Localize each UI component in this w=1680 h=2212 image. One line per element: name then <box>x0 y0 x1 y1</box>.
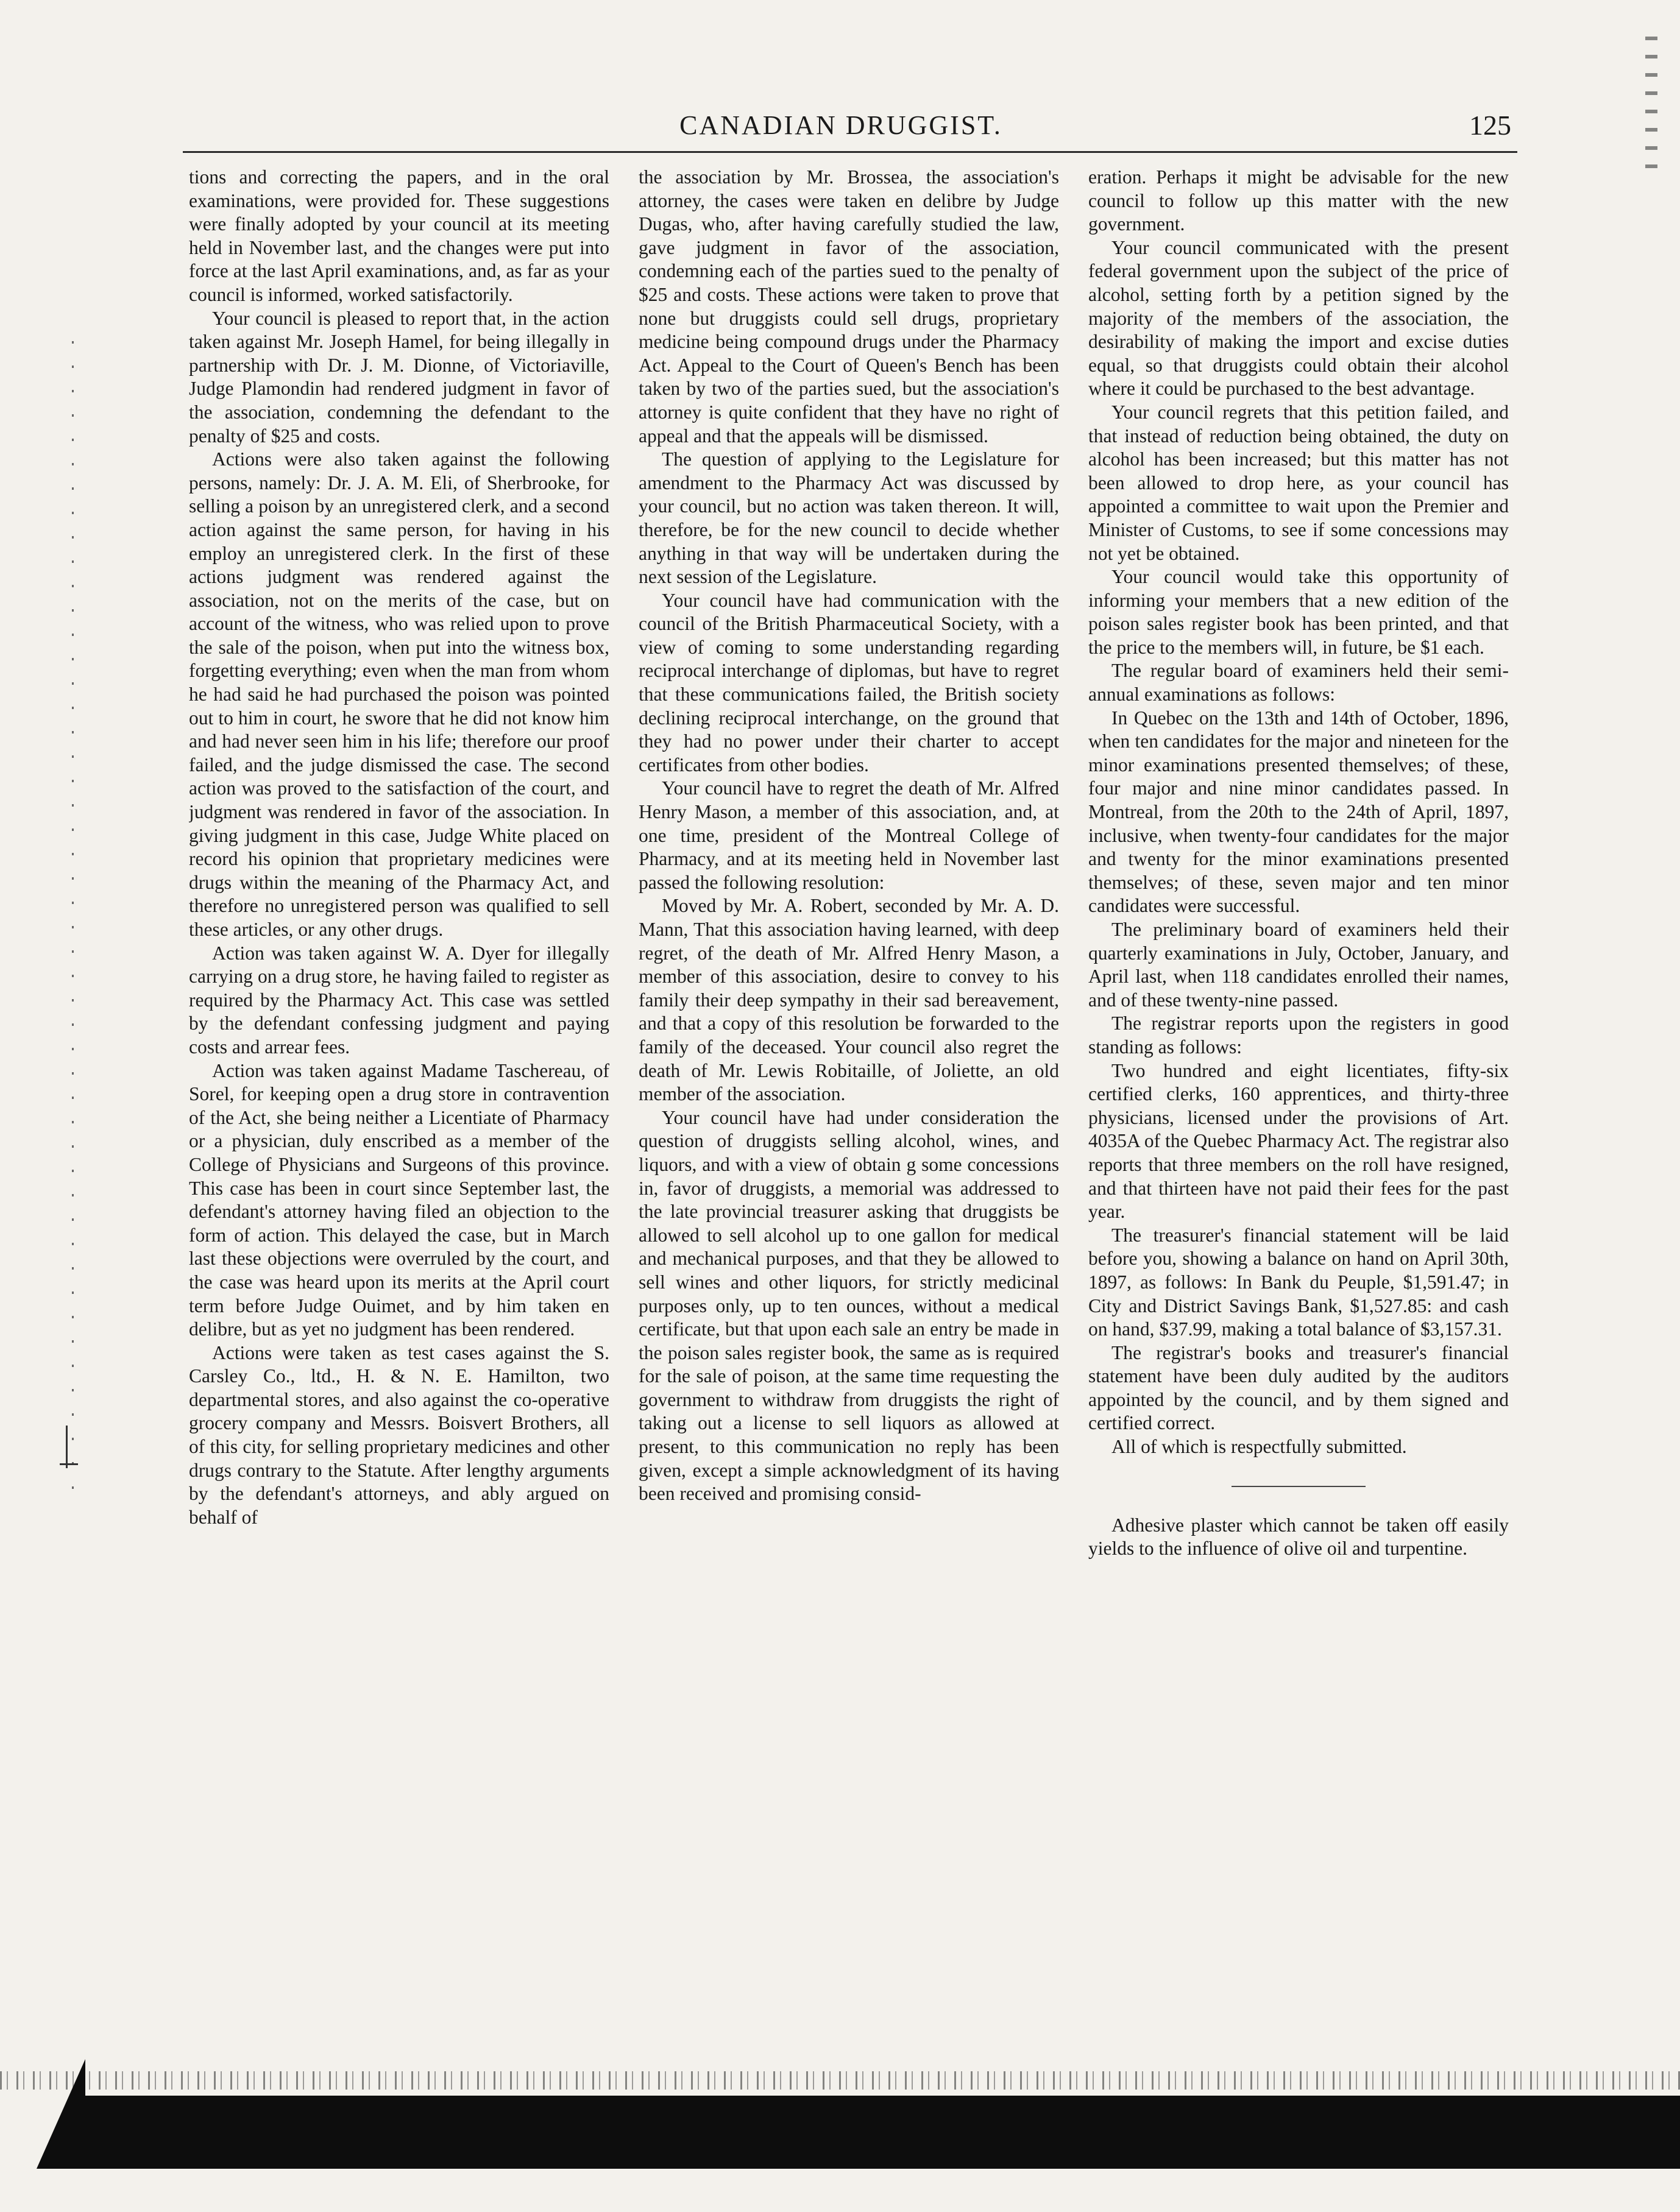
column-paragraph: Your council communicated with the present federal government upon the subject of the price of alcohol, setting forth by a petition signed by the majority of the members of the association, the desirability of making the import and excise duties equal, so that druggists could obtain their alcohol where it could be purchased to the best advantage. <box>1088 236 1509 400</box>
column-paragraph: In Quebec on the 13th and 14th of October, 1896, when ten candidates for the major and nineteen for the minor examinations presented themselves; of these, four major and nine minor candidates passed. In Montreal, from the 20th to the 24th of April, 1897, inclusive, when twenty-four candidates for the major and twenty for the minor examinations presented themselves; of these, seven major and ten minor candidates were successful. <box>1088 707 1509 917</box>
margin-mark <box>60 1463 78 1465</box>
column-paragraph: The preliminary board of examiners held their quarterly examinations in July, October, January, and April last, when 118 candidates enrolled their names, and of these twenty-nine passed. <box>1088 919 1509 1011</box>
column-paragraph: Action was taken against Madame Taschereau, of Sorel, for keeping open a drug store in contravention of the Act, she being neither a Licentiate of Pharmacy or a physician, duly enscribed as a member of the College of Physicians and Surgeons of this province. This case has been in court since September last, the defendant's attorney having filed an objection to the form of action. This delayed the case, but in March last these objections were overruled by the court, and the case was heard upon its merits at the April court term before Judge Ouimet, and by him taken en delibre, but as yet no judgment has been rendered. <box>189 1059 609 1340</box>
column-3 <box>1088 166 1509 2005</box>
edge-scan-marks <box>1645 37 1657 171</box>
column-paragraph: The treasurer's financial statement will be laid before you, showing a balance on hand on April 30th, 1897, as follows: In Bank du Peuple, $1,591.47; in City and District Savings Bank, $1,527.85: and cash on hand, $37.99, making a total balance of $3,157.31. <box>1088 1224 1509 1340</box>
scan-noise-band <box>0 2071 1680 2090</box>
column-paragraph: Your council have had communication with the council of the British Pharmaceutical Society, with a view of coming to some understanding regarding reciprocal interchange of diplomas, but have to regret that these communications failed, the British society declining reciprocal interchange, on the ground that they had no power under their charter to accept certificates from other bodies. <box>639 589 1059 776</box>
column-paragraph: Your council regrets that this petition failed, and that instead of reduction being obtained, the duty on alcohol has been increased; but this matter has not been allowed to drop here, as your council has appointed a committee to wait upon the Premier and Minister of Customs, to see if some concessions may not yet be obtained. <box>1088 401 1509 564</box>
column-1 <box>189 166 609 2005</box>
section-separator <box>1232 1486 1366 1487</box>
header-rule <box>183 151 1517 153</box>
column-paragraph: Action was taken against W. A. Dyer for illegally carrying on a drug store, he having failed to register as required by the Pharmacy Act. This case was settled by the defendant confessing judgment and paying costs and arrear fees. <box>189 942 609 1058</box>
column-paragraph: The question of applying to the Legislature for amendment to the Pharmacy Act was discussed by your council, but no action was taken thereon. It will, therefore, be for the new council to decide whether anything in that way will be undertaken during the next session of the Legislature. <box>639 448 1059 588</box>
column-paragraph: The registrar's books and treasurer's financial statement have been duly audited by the auditors appointed by the council, and by them signed and certified correct. <box>1088 1341 1509 1434</box>
column-paragraph: Two hundred and eight licentiates, fifty-six certified clerks, 160 apprentices, and thirty-three physicians, licensed under the provisions of Art. 4035A of the Quebec Pharmacy Act. The registrar also reports that three members on the roll have resigned, and that thirteen have not paid their fees for the past year. <box>1088 1059 1509 1223</box>
scan-bottom-bar <box>85 2096 1680 2169</box>
margin-tick <box>66 1426 68 1468</box>
column-paragraph: Actions were taken as test cases against the S. Carsley Co., ltd., H. & N. E. Hamilton, two departmental stores, and also against the co-operative grocery company and Messrs. Boisvert Brothers, all of this city, for selling proprietary medicines and other drugs contrary to the Statute. After lengthy arguments by the defendant's attorneys, and ably argued on behalf of <box>189 1341 609 1528</box>
scan-edge-wedge <box>37 2059 85 2169</box>
margin-dots <box>72 341 74 1499</box>
column-paragraph: Your council have to regret the death of Mr. Alfred Henry Mason, a member of this association, and, at one time, president of the Montreal College of Pharmacy, and at its meeting held in November last passed the following resolution: <box>639 777 1059 893</box>
column-paragraph: Moved by Mr. A. Robert, seconded by Mr. A. D. Mann, That this association having learned, with deep regret, of the death of Mr. Alfred Henry Mason, a member of this association, desire to convey to his family their deep sympathy in their sad bereavement, and that a copy of this resolution be forwarded to the family of the deceased. Your council also regret the death of Mr. Lewis Robitaille, of Joliette, an old member of the association. <box>639 895 1059 1105</box>
column-paragraph: Your council have had under consideration the question of druggists selling alcohol, wines, and liquors, and with a view of obtain g some concessions in, favor of druggists, a memorial was addressed to the late provincial treasurer asking that druggists be allowed to sell alcohol up to one gallon for medical and mechanical purposes, and that they be allowed to sell wines and other liquors, for strictly medicinal purposes only, up to ten ounces, without a medical certificate, but that upon each sale an entry be made in the poison sales register book, the same as is required for the sale of poison, at the same time requesting the government to withdraw from druggists the right of taking out a license to sell liquors as allowed at present, to this communication no reply has been given, except a simple acknowledgment of its having been received and promising consid- <box>639 1106 1059 1505</box>
column-paragraph: The regular board of examiners held their semi-annual examinations as follows: <box>1088 660 1509 705</box>
running-header-title: CANADIAN DRUGGIST. <box>679 110 1002 140</box>
column-paragraph: Your council would take this opportunity of informing your members that a new edition of the poison sales register book has been printed, and that the price to the members will, in future, be $1 each. <box>1088 566 1509 658</box>
column-paragraph: The registrar reports upon the registers in good standing as follows: <box>1088 1012 1509 1058</box>
closing-line: All of which is respectfully submitted. <box>1111 1436 1407 1458</box>
column-paragraph: Your council is pleased to report that, in the action taken against Mr. Joseph Hamel, for being illegally in partnership with Dr. J. M. Dionne, of Victoriaville, Judge Plamondin had rendered judgment in favor of the association, condemning the defendant to the penalty of $25 and costs. <box>189 307 609 447</box>
column-paragraph: Actions were also taken against the following persons, namely: Dr. J. A. M. Eli, of Sherbrooke, for selling a poison by an unregistered clerk, and a second action against the same person, for having in his employ an unregistered clerk. In the first of these actions judgment was rendered against the association, not on the merits of the case, but on account of the witness, who was relied upon to prove the sale of the poison, when put into the witness box, forgetting everything; even when the man from whom he had said he had purchased the poison was pointed out to him in court, he swore that he did not know him and had never seen him in his life; therefore our proof failed, and the judge dismissed the case. The second action was proved to the satisfaction of the court, and judgment was rendered in favor of the association. In giving judgment in this case, Judge White placed on record his opinion that proprietary medicines were drugs within the meaning of the Pharmacy Act, and therefore no unregistered person was qualified to sell these articles, or any other drugs. <box>189 448 609 940</box>
column-2 <box>639 166 1059 2005</box>
column-paragraph: eration. Perhaps it might be advisable for the new council to follow up this matter with the new government. <box>1088 166 1509 235</box>
column-paragraph: Adhesive plaster which cannot be taken off easily yields to the influence of olive oil and turpentine. <box>1088 1514 1509 1560</box>
page-number: 125 <box>1469 110 1511 141</box>
column-paragraph: the association by Mr. Brossea, the association's attorney, the cases were taken en delibre by Judge Dugas, who, after having carefully studied the law, gave judgment in favor of the association, condemning each of the parties sued to the penalty of $25 and costs. These actions were taken to prove that none but druggists could sell drugs, proprietary medicine being compound drugs under the Pharmacy Act. Appeal to the Court of Queen's Bench has been taken by two of the parties sued, but the association's attorney is quite confident that they have no right of appeal and that the appeals will be dismissed. <box>639 166 1059 447</box>
column-paragraph: tions and correcting the papers, and in the oral examinations, were provided for. These suggestions were finally adopted by your council at its meeting held in November last, and the changes were put into force at the last April examinations, and, as far as your council is informed, worked satisfactorily. <box>189 166 609 305</box>
